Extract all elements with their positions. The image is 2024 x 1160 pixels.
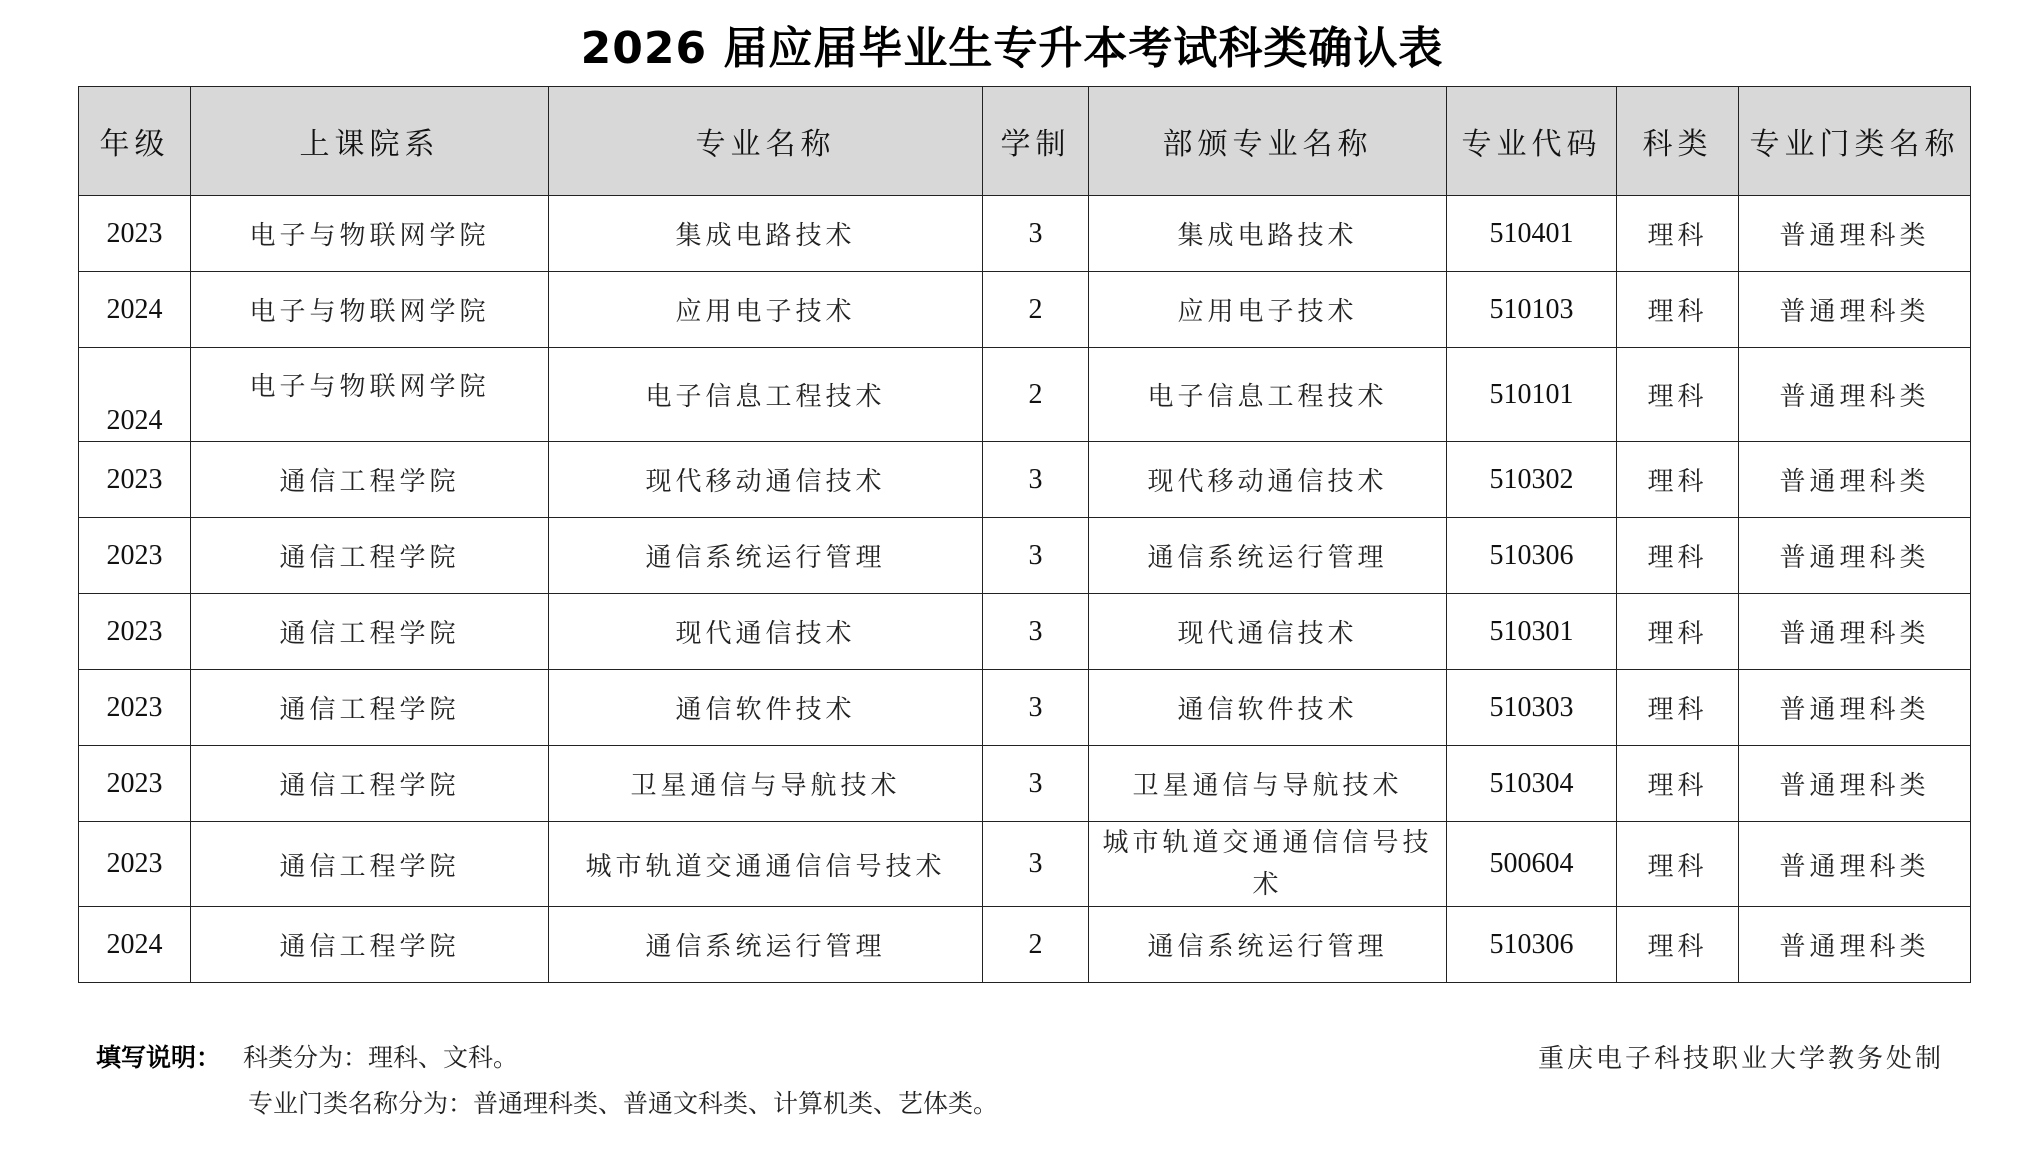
cell-dept: 电子与物联网学院 — [191, 272, 549, 348]
cell-grade: 2023 — [79, 196, 191, 272]
instructions-line-2: 专业门类名称分为：普通理科类、普通文科类、计算机类、艺体类。 — [248, 1089, 999, 1118]
cell-category: 理科 — [1617, 518, 1739, 594]
cell-years: 3 — [983, 594, 1089, 670]
cell-code: 510103 — [1447, 272, 1617, 348]
header-code: 专业代码 — [1447, 87, 1617, 196]
table-header-row — [79, 87, 1971, 196]
table-row — [79, 670, 1971, 746]
cell-grade: 2023 — [79, 442, 191, 518]
cell-major: 卫星通信与导航技术 — [549, 746, 983, 822]
cell-discipline: 普通理科类 — [1739, 907, 1971, 983]
cell-official-major: 集成电路技术 — [1089, 196, 1447, 272]
cell-dept: 电子与物联网学院 — [191, 196, 549, 272]
cell-code: 500604 — [1447, 822, 1617, 907]
cell-grade: 2024 — [79, 907, 191, 983]
cell-dept: 通信工程学院 — [191, 518, 549, 594]
confirmation-table — [78, 86, 1971, 983]
cell-years: 3 — [983, 518, 1089, 594]
cell-major: 城市轨道交通通信信号技术 — [549, 822, 983, 907]
cell-code: 510306 — [1447, 907, 1617, 983]
table-row — [79, 822, 1971, 907]
cell-discipline: 普通理科类 — [1739, 746, 1971, 822]
table-row — [79, 594, 1971, 670]
header-discipline: 专业门类名称 — [1739, 87, 1971, 196]
cell-official-major: 现代通信技术 — [1089, 594, 1447, 670]
cell-dept: 通信工程学院 — [191, 907, 549, 983]
cell-grade: 2024 — [79, 348, 191, 442]
cell-years: 3 — [983, 442, 1089, 518]
header-major: 专业名称 — [549, 87, 983, 196]
page-title: 2026 届应届毕业生专升本考试科类确认表 — [580, 23, 1444, 74]
cell-official-major: 城市轨道交通通信信号技术 — [1089, 822, 1447, 907]
cell-dept: 通信工程学院 — [191, 594, 549, 670]
table-row — [79, 196, 1971, 272]
cell-years: 2 — [983, 348, 1089, 442]
cell-discipline: 普通理科类 — [1739, 442, 1971, 518]
cell-grade: 2023 — [79, 822, 191, 907]
cell-major: 集成电路技术 — [549, 196, 983, 272]
header-official-major: 部颁专业名称 — [1089, 87, 1447, 196]
cell-grade: 2023 — [79, 670, 191, 746]
cell-category: 理科 — [1617, 670, 1739, 746]
cell-years: 3 — [983, 196, 1089, 272]
cell-years: 3 — [983, 822, 1089, 907]
cell-discipline: 普通理科类 — [1739, 594, 1971, 670]
cell-major: 应用电子技术 — [549, 272, 983, 348]
cell-code: 510302 — [1447, 442, 1617, 518]
cell-discipline: 普通理科类 — [1739, 670, 1971, 746]
cell-years: 3 — [983, 670, 1089, 746]
cell-discipline: 普通理科类 — [1739, 348, 1971, 442]
cell-code: 510304 — [1447, 746, 1617, 822]
cell-official-major: 卫星通信与导航技术 — [1089, 746, 1447, 822]
cell-code: 510301 — [1447, 594, 1617, 670]
cell-category: 理科 — [1617, 746, 1739, 822]
cell-dept: 通信工程学院 — [191, 442, 549, 518]
cell-major: 电子信息工程技术 — [549, 348, 983, 442]
cell-code: 510401 — [1447, 196, 1617, 272]
header-grade: 年级 — [79, 87, 191, 196]
cell-years: 3 — [983, 746, 1089, 822]
cell-dept: 通信工程学院 — [191, 822, 549, 907]
instructions-label: 填写说明： — [96, 1043, 222, 1072]
cell-official-major: 现代移动通信技术 — [1089, 442, 1447, 518]
cell-official-major: 通信系统运行管理 — [1089, 907, 1447, 983]
cell-category: 理科 — [1617, 272, 1739, 348]
cell-category: 理科 — [1617, 442, 1739, 518]
cell-years: 2 — [983, 907, 1089, 983]
cell-dept: 电子与物联网学院 — [191, 348, 549, 442]
cell-dept: 通信工程学院 — [191, 746, 549, 822]
table-row — [79, 746, 1971, 822]
table-row — [79, 442, 1971, 518]
cell-official-major: 通信软件技术 — [1089, 670, 1447, 746]
cell-code: 510306 — [1447, 518, 1617, 594]
cell-official-major: 通信系统运行管理 — [1089, 518, 1447, 594]
fill-instructions — [96, 1038, 518, 1074]
cell-category: 理科 — [1617, 594, 1739, 670]
cell-category: 理科 — [1617, 348, 1739, 442]
instructions-line-1: 科类分为：理科、文科。 — [243, 1043, 519, 1072]
cell-category: 理科 — [1617, 822, 1739, 907]
cell-official-major: 应用电子技术 — [1089, 272, 1447, 348]
cell-discipline: 普通理科类 — [1739, 196, 1971, 272]
table-row — [79, 907, 1971, 983]
cell-grade: 2023 — [79, 594, 191, 670]
issuer-text: 重庆电子科技职业大学教务处制 — [1537, 1044, 1944, 1074]
cell-discipline: 普通理科类 — [1739, 518, 1971, 594]
cell-major: 现代移动通信技术 — [549, 442, 983, 518]
cell-code: 510303 — [1447, 670, 1617, 746]
table-row — [79, 518, 1971, 594]
cell-code: 510101 — [1447, 348, 1617, 442]
cell-major: 现代通信技术 — [549, 594, 983, 670]
cell-major: 通信系统运行管理 — [549, 907, 983, 983]
cell-dept: 通信工程学院 — [191, 670, 549, 746]
cell-category: 理科 — [1617, 907, 1739, 983]
cell-official-major: 电子信息工程技术 — [1089, 348, 1447, 442]
table-row — [79, 272, 1971, 348]
header-category: 科类 — [1617, 87, 1739, 196]
cell-grade: 2024 — [79, 272, 191, 348]
cell-grade: 2023 — [79, 746, 191, 822]
cell-years: 2 — [983, 272, 1089, 348]
cell-major: 通信系统运行管理 — [549, 518, 983, 594]
table-row — [79, 348, 1971, 442]
header-dept: 上课院系 — [191, 87, 549, 196]
cell-discipline: 普通理科类 — [1739, 272, 1971, 348]
cell-major: 通信软件技术 — [549, 670, 983, 746]
header-years: 学制 — [983, 87, 1089, 196]
cell-category: 理科 — [1617, 196, 1739, 272]
cell-discipline: 普通理科类 — [1739, 822, 1971, 907]
cell-grade: 2023 — [79, 518, 191, 594]
